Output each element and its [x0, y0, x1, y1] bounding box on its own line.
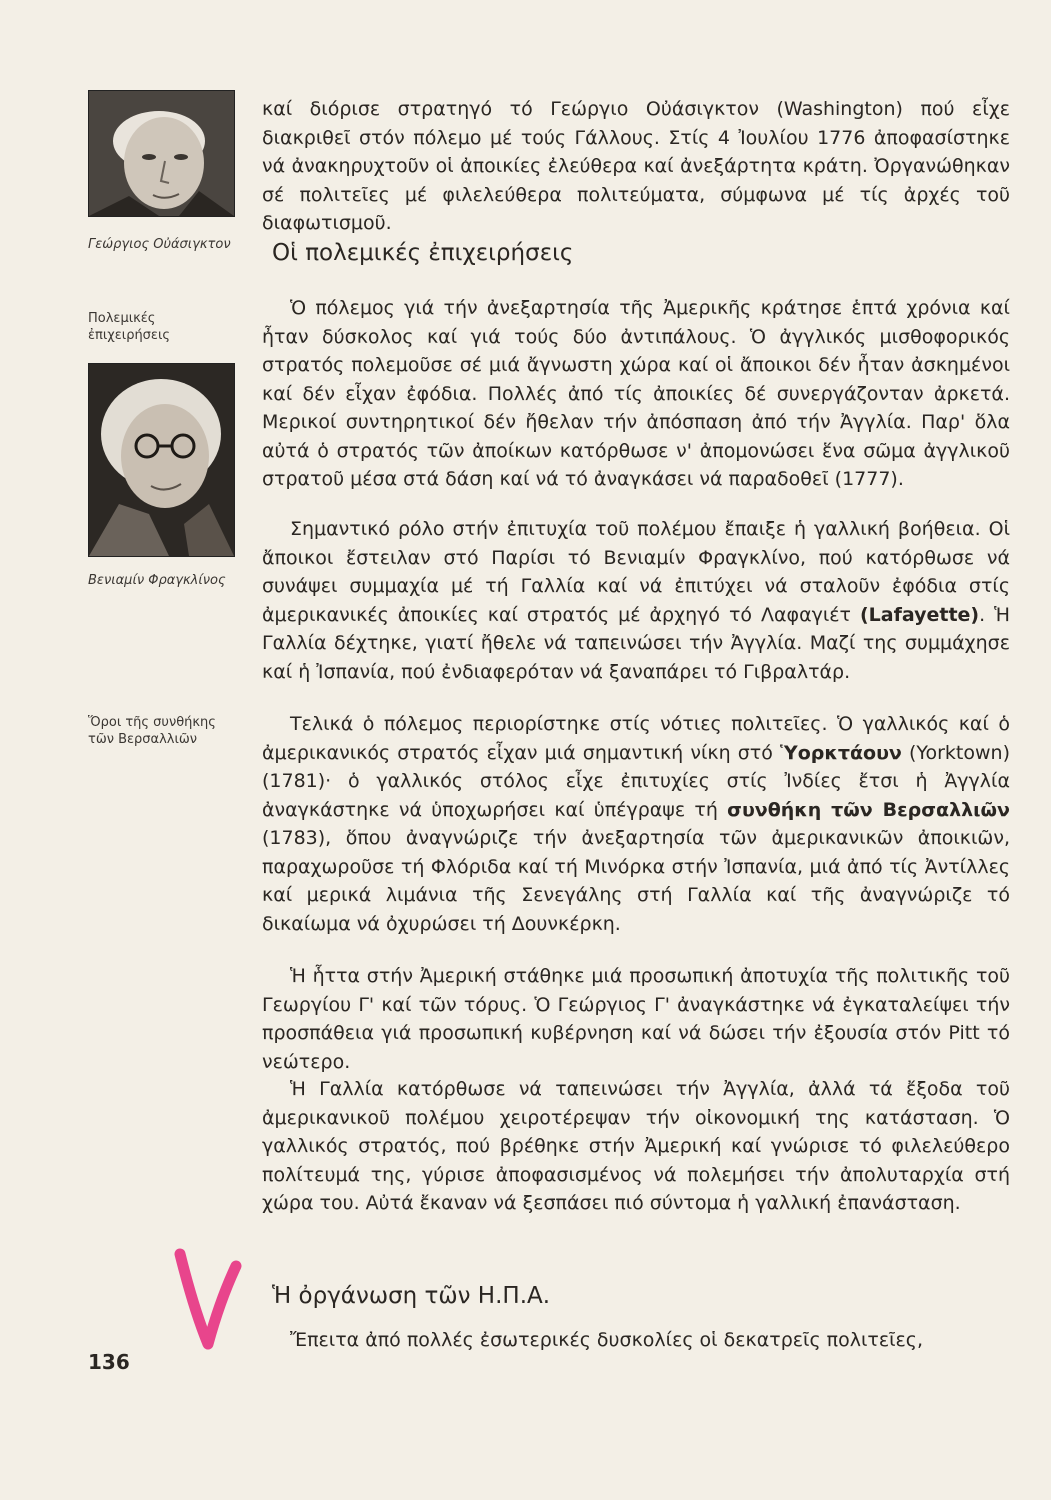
washington-portrait	[88, 90, 235, 217]
yorktown-bold: Ὑορκτάουν	[780, 741, 902, 764]
end-text-b: (Yorktown) (1781)· ὁ γαλλικός στόλος εἶχε ἐπιτυχίες στίς Ἰνδίες ἔτσι ἡ Ἀγγλία ἀναγκάστηκε νά ὑποχωρήσει καί ὑπέγραψε τή	[262, 741, 1010, 821]
consequence-block	[262, 1075, 1010, 1218]
washington-caption: Γεώργιος Οὐάσιγκτον	[88, 237, 231, 252]
defeat-block	[262, 962, 1010, 1076]
end-block	[262, 710, 1010, 938]
intro-paragraph: καί διόρισε στρατηγό τό Γεώργιο Οὐάσιγκτον (Washington) πού εἶχε διακριθεῖ στόν πόλεμο μέ τούς Γάλλους. Στίς 4 Ἰουλίου 1776 ἀποφασίστηκε νά ἀνακηρυχτοῦν οἱ ἀποικίες ἐλεύθερα καί ἀνεξάρτητα κράτη. Ὀργανώθηκαν σέ πολιτεῖες μέ φιλελεύθερα πολιτεύματα, σύμφωνα μέ τίς ἀρχές τοῦ διαφωτισμοῦ.	[262, 98, 1010, 234]
washington-portrait-image	[89, 91, 234, 216]
france-block	[262, 515, 1010, 686]
last-block	[262, 1326, 1010, 1355]
paragraph-defeat: Ἡ ἧττα στήν Ἀμερική στάθηκε μιά προσωπική ἀποτυχία τῆς πολιτικῆς τοῦ Γεωργίου Γ' καί τῶν τόρυς. Ὁ Γεώργιος Γ' ἀναγκάστηκε νά ἐγκαταλείψει τήν προσπάθεια γιά προσωπική κυβέρνηση καί νά δώσει τήν ἐξουσία στόν Pitt τό νεώτερο.	[262, 965, 1010, 1073]
lafayette-bold: (Lafayette)	[859, 603, 980, 626]
heading-military-operations: Οἱ πολεμικές ἐπιχειρήσεις	[272, 240, 574, 266]
military-ops-sidenote: Πολεμικές ἐπιχειρήσεις	[88, 311, 170, 343]
france-text-b: . Ἡ Γαλλία δέχτηκε, γιατί ἤθελε νά ταπεινώσει τήν Ἀγγλία. Μαζί της συμμάχησε καί ἡ Ἰσπανία, πού ἐνδιαφερόταν νά ξαναπάρει τό Γιβραλτάρ.	[262, 603, 1010, 683]
paragraph-last: Ἔπειτα ἀπό πολλές ἐσωτερικές δυσκολίες οἱ δεκατρεῖς πολιτεῖες,	[290, 1329, 923, 1351]
versailles-terms-sidenote: Ὅροι τῆς συνθήκης τῶν Βερσαλλιῶν	[88, 715, 216, 747]
franklin-portrait-image	[89, 364, 234, 556]
heading-usa-organization: Ἡ ὀργάνωση τῶν Η.Π.Α.	[272, 1283, 551, 1309]
end-text-a: Τελικά ὁ πόλεμος περιορίστηκε στίς νότιες πολιτεῖες. Ὁ γαλλικός καί ὁ ἀμερικανικός στρατός εἶχαν μιά σημαντική νίκη στό	[262, 713, 1010, 764]
franklin-portrait	[88, 363, 235, 557]
franklin-caption: Βενιαμίν Φραγκλίνος	[88, 573, 226, 588]
paragraph-consequence: Ἡ Γαλλία κατόρθωσε νά ταπεινώσει τήν Ἀγγλία, ἀλλά τά ἔξοδα τοῦ ἀμερικανικοῦ πολέμου χειροτέρεψαν τήν οἰκονομική της κατάσταση. Ὁ γαλλικός στρατός, πού βρέθηκε στήν Ἀμερική καί γνώρισε τό φιλελεύθερο πολίτευμά της, γύρισε ἀποφασισμένος νά πολεμήσει τήν ἀπολυταρχία στή χώρα του. Αὐτά ἔκαναν νά ξεσπάσει πιό σύντομα ἡ γαλλική ἐπανάσταση.	[262, 1078, 1010, 1214]
page-number: 136	[88, 1350, 130, 1374]
intro-block	[262, 95, 1010, 238]
end-text-c: (1783), ὅπου ἀναγνώριζε τήν ἀνεξαρτησία τῶν ἀμερικανικῶν ἀποικιῶν, παραχωροῦσε τή Φλόριδα καί τή Μινόρκα στήν Ἰσπανία, μιά ἀπό τίς Ἀντίλλες καί μερικά λιμάνια τῆς Σενεγάλης στή Γαλλία καί τῆς ἀναγνώριζε τό δικαίωμα νά ὀχυρώσει τή Δουνκέρκη.	[262, 827, 1010, 935]
france-text-a: Σημαντικό ρόλο στήν ἐπιτυχία τοῦ πολέμου ἔπαιξε ἡ γαλλική βοήθεια. Οἱ ἄποικοι ἔστειλαν στό Παρίσι τό Βενιαμίν Φραγκλίνο, πού κατόρθωσε νά συνάψει συμμαχία μέ τή Γαλλία καί νά ἐπιτύχει νά σταλοῦν ἐφόδια στίς ἀμερικανικές ἀποικίες καί στρατός μέ ἀρχηγό τό Λαφαγιέτ	[262, 518, 1010, 626]
war-block	[262, 294, 1010, 494]
paragraph-war: Ὁ πόλεμος γιά τήν ἀνεξαρτησία τῆς Ἀμερικῆς κράτησε ἑπτά χρόνια καί ἦταν δύσκολος καί γιά τούς δύο ἀντιπάλους. Ὁ ἀγγλικός μισθοφορικός στρατός πολεμοῦσε σέ μιά ἄγνωστη χώρα καί οἱ ἄποικοι δέν ἦταν ἀσκημένοι καί δέν εἶχαν ἐφόδια. Πολλές ἀπό τίς ἀποικίες δέ συνεργάζονταν ἀρκετά. Μερικοί συντηρητικοί δέν ἤθελαν τήν ἀπόσπαση ἀπό τήν Ἀγγλία. Παρ' ὅλα αὐτά ὁ στρατός τῶν ἀποίκων κατόρθωσε ν' ἀπομονώσει ἕνα σῶμα ἀγγλικοῦ στρατοῦ μέσα στά δάση καί νά τό ἀναγκάσει νά παραδοθεῖ (1777).	[262, 297, 1010, 490]
paragraph-war-end	[262, 710, 1010, 938]
versailles-treaty-bold: συνθήκη τῶν Βερσαλλιῶν	[727, 798, 1011, 821]
paragraph-france-aid	[262, 515, 1010, 686]
pink-check-mark	[160, 1240, 250, 1360]
